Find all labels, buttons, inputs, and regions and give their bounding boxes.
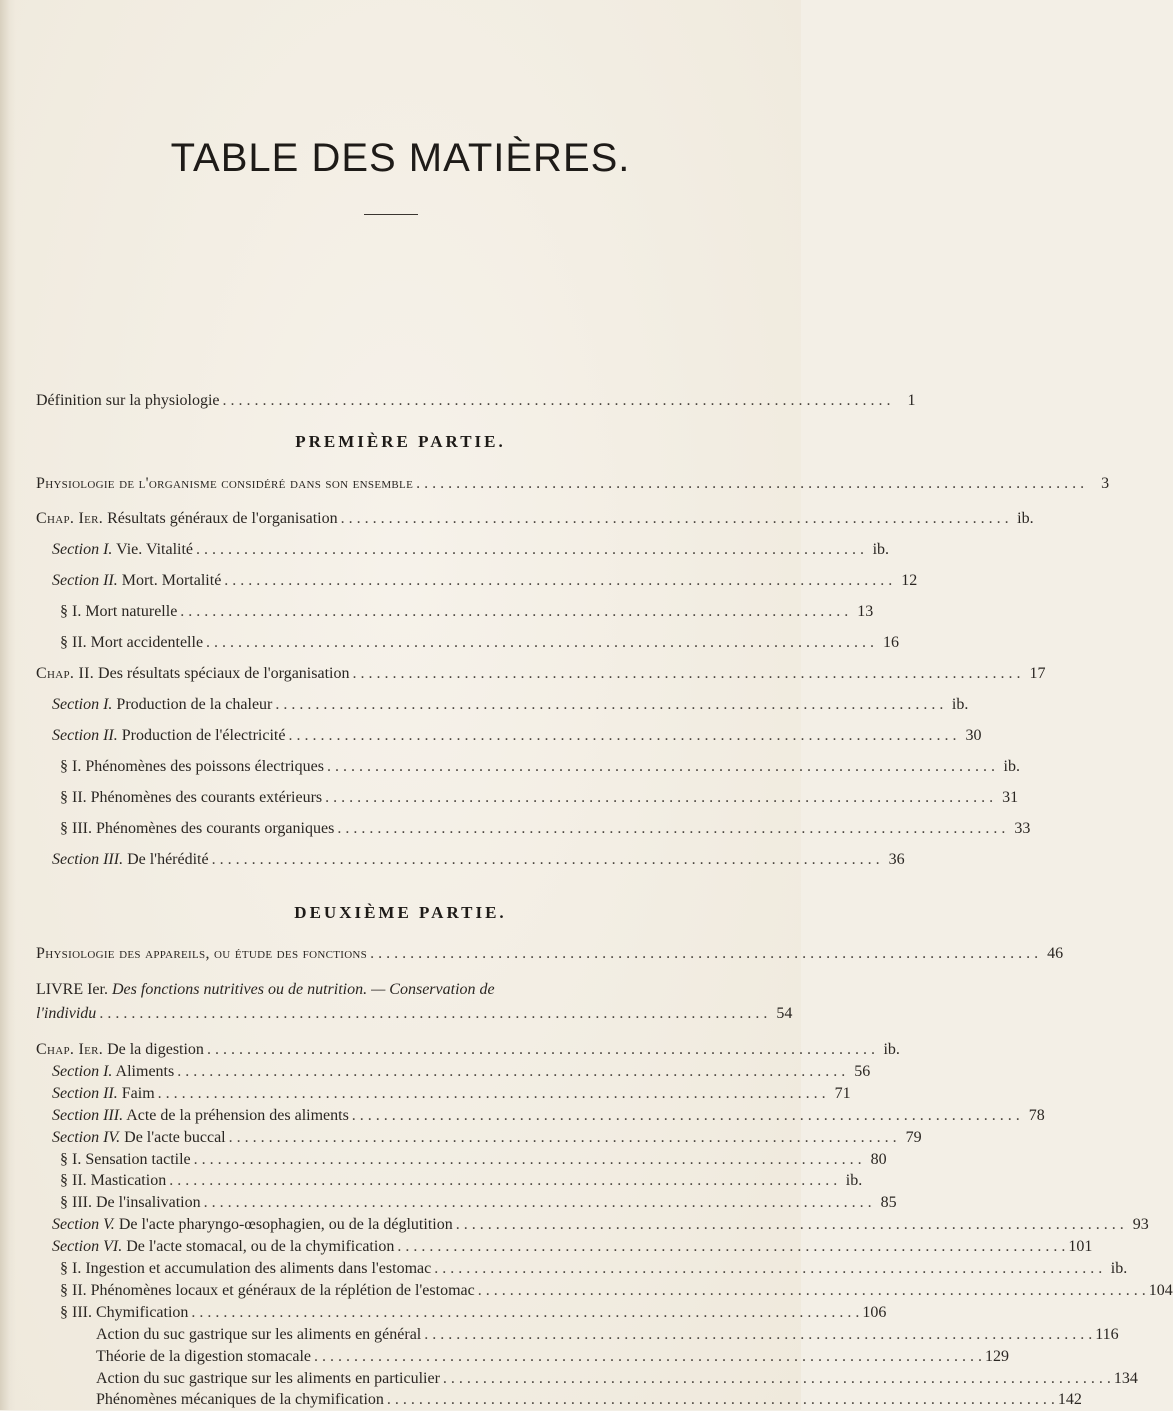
- entry-page: 1: [907, 392, 916, 409]
- entry-page: 101: [1068, 1238, 1093, 1256]
- entry-page: ib.: [1003, 758, 1020, 775]
- leader-dots: [220, 390, 894, 412]
- leader-dots: [367, 943, 1041, 965]
- entry-page: 142: [1057, 1391, 1082, 1409]
- leader-dots: [201, 1192, 875, 1214]
- entry-text-group: [52, 1083, 155, 1105]
- entry-text: Action du suc gastrique sur les aliments en général: [96, 1325, 422, 1343]
- entry-page: 16: [883, 634, 900, 651]
- page-title: TABLE DES MATIÈRES.: [170, 136, 631, 180]
- toc-entry: [96, 1368, 1138, 1390]
- entry-label: Section II.: [52, 727, 118, 744]
- entry-page: 78: [1028, 1106, 1045, 1124]
- entry-label: Section IV.: [52, 1128, 121, 1146]
- toc-entry: [52, 539, 890, 561]
- toc-entry: [96, 1346, 1010, 1368]
- part-two-heading: [36, 943, 1064, 965]
- toc-entry: [52, 1061, 871, 1083]
- page-spine-shadow: [0, 0, 16, 1410]
- entry-text: Mort. Mortalité: [121, 572, 222, 589]
- entry-label: § II.: [60, 634, 87, 651]
- leader-dots: [431, 1258, 1105, 1280]
- leader-dots: [384, 1389, 1058, 1411]
- entry-text-group: [52, 725, 285, 747]
- leader-dots: [96, 1003, 770, 1025]
- entry-page: 13: [857, 603, 874, 620]
- leader-dots: [421, 1324, 1095, 1346]
- entry-text-group: [52, 1236, 394, 1258]
- leader-dots: [174, 1061, 848, 1083]
- entry-text-group: [52, 1127, 226, 1149]
- entry-text-group: [60, 1192, 201, 1214]
- toc-entry: [52, 725, 982, 747]
- entry-text-group: [96, 1324, 421, 1346]
- toc-entry: [60, 1192, 897, 1214]
- entry-page: ib.: [883, 1041, 900, 1058]
- entry-text: Phénomènes locaux et généraux de la réplétion de l'estomac: [90, 1281, 475, 1299]
- entry-label: Section III.: [52, 1106, 124, 1124]
- entry-label: § I.: [60, 1260, 82, 1277]
- title-divider: [364, 214, 418, 215]
- entry-text-group: [52, 1214, 453, 1236]
- entry-label: § II.: [60, 789, 87, 806]
- toc-entry: [60, 1149, 887, 1171]
- toc-entry: [52, 694, 969, 716]
- toc-entry: [60, 1302, 887, 1324]
- toc-entry: [52, 1236, 1093, 1258]
- entry-page: ib.: [845, 1172, 863, 1190]
- entry-text: Théorie de la digestion stomacale: [96, 1347, 312, 1365]
- entry-text: Aliments: [115, 1062, 175, 1080]
- entry-text-group: [96, 1368, 440, 1390]
- entry-text: Des résultats spéciaux de l'organisation: [98, 665, 350, 682]
- leader-dots: [209, 849, 883, 871]
- entry-text: Résultats généraux de l'organisation: [107, 510, 338, 527]
- entry-text-group: [60, 1258, 431, 1280]
- entry-text-group: [36, 663, 349, 685]
- toc-entry: [60, 818, 1031, 840]
- entry-label: § III.: [60, 1194, 92, 1212]
- entry-label: § II.: [60, 1281, 87, 1299]
- entry-text-group: [60, 818, 334, 840]
- entry-page: 104: [1148, 1281, 1173, 1299]
- entry-text: Phénomènes des poissons électriques: [85, 758, 324, 775]
- entry-label: § III.: [60, 820, 92, 837]
- entry-text: Définition sur la physiologie: [36, 392, 220, 409]
- leader-dots: [191, 1149, 865, 1171]
- entry-text: De la digestion: [107, 1041, 204, 1058]
- entry-text: De l'hérédité: [127, 851, 209, 868]
- entry-text-group: [60, 601, 177, 623]
- leader-dots: [324, 756, 998, 778]
- entry-label: Chap. Ier.: [36, 510, 104, 527]
- entry-page: 46: [1047, 945, 1064, 962]
- entry-page: 17: [1029, 665, 1046, 682]
- entry-text-group: [96, 1346, 311, 1368]
- leader-dots: [475, 1280, 1149, 1302]
- entry-label: Section I.: [52, 541, 113, 558]
- leader-dots: [193, 539, 867, 561]
- entry-text: Mastication: [90, 1172, 167, 1190]
- part-one-title: PREMIÈRE PARTIE.: [295, 432, 506, 451]
- leader-dots: [166, 1170, 840, 1192]
- toc-entry: [60, 1280, 1173, 1302]
- entry-page: 134: [1113, 1369, 1138, 1387]
- entry-label: § II.: [60, 1172, 87, 1190]
- entry-text: Physiologie des appareils, ou étude des fonctions: [36, 945, 368, 962]
- entry-text-group: [60, 756, 324, 778]
- entry-text: Production de la chaleur: [116, 696, 273, 713]
- toc-entry: [96, 1389, 1082, 1411]
- toc-entry: [52, 1083, 851, 1105]
- livre-title-line1: Des fonctions nutritives ou de nutrition. — Conservation de: [111, 981, 495, 998]
- entry-page: ib.: [951, 696, 969, 713]
- entry-text-group: [60, 632, 203, 654]
- entry-text-group: [60, 1149, 191, 1171]
- entry-text: De l'acte buccal: [124, 1128, 226, 1146]
- leader-dots: [349, 663, 1023, 685]
- entry-label: Chap. Ier.: [36, 1041, 104, 1058]
- entry-text-group: [52, 1105, 349, 1127]
- entry-text: De l'acte pharyngo-œsophagien, ou de la déglutition: [118, 1216, 453, 1234]
- entry-page: 129: [985, 1347, 1010, 1365]
- entry-label: Chap. II.: [36, 665, 95, 682]
- toc-entry: [52, 1127, 922, 1149]
- entry-label: § I.: [60, 1150, 82, 1168]
- entry-page: 31: [1002, 789, 1019, 806]
- entry-page: 54: [776, 1005, 793, 1022]
- leader-dots: [440, 1368, 1114, 1390]
- entry-page: ib.: [872, 541, 890, 558]
- entry-text: Faim: [121, 1084, 155, 1102]
- entry-label: Section V.: [52, 1216, 115, 1234]
- entry-text: Physiologie de l'organisme considéré dans son ensemble: [36, 475, 414, 492]
- entry-text: Production de l'électricité: [121, 727, 286, 744]
- livre-heading-line2: [36, 1003, 793, 1025]
- toc-entry: [60, 1258, 1128, 1280]
- entry-text: De l'insalivation: [95, 1194, 201, 1212]
- toc-entry: [36, 1039, 900, 1061]
- leader-dots: [226, 1127, 900, 1149]
- entry-label: Section I.: [52, 696, 113, 713]
- toc-entry: [36, 663, 1046, 685]
- entry-text-group: [52, 570, 221, 592]
- toc-entry: [60, 756, 1020, 778]
- leader-dots: [453, 1214, 1127, 1236]
- entry-page: 79: [905, 1128, 922, 1146]
- leader-dots: [322, 787, 996, 809]
- entry-text: Chymification: [95, 1303, 189, 1321]
- entry-page: 106: [862, 1303, 887, 1321]
- toc-entry: [52, 849, 905, 871]
- entry-page: 36: [888, 851, 905, 868]
- entry-label: Section I.: [52, 1062, 113, 1080]
- entry-text: De l'acte stomacal, ou de la chymification: [126, 1238, 395, 1256]
- leader-dots: [285, 725, 959, 747]
- entry-label: Section III.: [52, 851, 124, 868]
- entry-page: 56: [854, 1062, 871, 1080]
- leader-dots: [349, 1105, 1023, 1127]
- toc-entry: [52, 1105, 1045, 1127]
- part-two-title: DEUXIÈME PARTIE.: [294, 903, 507, 922]
- leader-dots: [203, 632, 877, 654]
- entry-text-group: [60, 787, 322, 809]
- entry-label: § III.: [60, 1303, 92, 1321]
- entry-page: ib.: [1017, 510, 1034, 527]
- entry-text: Phénomènes des courants extérieurs: [90, 789, 323, 806]
- entry-text: Sensation tactile: [85, 1150, 191, 1168]
- entry-label: § I.: [60, 758, 82, 775]
- entry-page: 3: [1101, 475, 1110, 492]
- entry-page: 80: [870, 1150, 887, 1168]
- entry-text: Vie. Vitalité: [116, 541, 194, 558]
- entry-text: Action du suc gastrique sur les aliments en particulier: [96, 1369, 440, 1387]
- livre-heading-line1: [36, 979, 495, 1001]
- entry-page: 85: [880, 1194, 897, 1212]
- entry-text: Acte de la préhension des aliments: [126, 1106, 349, 1124]
- leader-dots: [188, 1302, 862, 1324]
- leader-dots: [394, 1236, 1068, 1258]
- leader-dots: [413, 473, 1087, 495]
- leader-dots: [155, 1083, 829, 1105]
- entry-page: 12: [901, 572, 918, 589]
- entry-text-group: [60, 1280, 475, 1302]
- entry-text: Phénomènes mécaniques de la chymification: [96, 1391, 384, 1409]
- entry-page: ib.: [1110, 1260, 1128, 1277]
- toc-entry: [60, 1170, 863, 1192]
- toc-entry: [96, 1324, 1119, 1346]
- entry-text-group: [52, 1061, 174, 1083]
- toc-entry: [52, 570, 918, 592]
- entry-text: Mort accidentelle: [90, 634, 204, 651]
- leader-dots: [272, 694, 946, 716]
- entry-page: 93: [1132, 1216, 1149, 1234]
- entry-page: 71: [834, 1084, 851, 1102]
- entry-text-group: [96, 1389, 384, 1411]
- entry-label: Section VI.: [52, 1238, 123, 1256]
- toc-entry: [60, 787, 1019, 809]
- entry-page: 30: [965, 727, 982, 744]
- leader-dots: [204, 1039, 878, 1061]
- livre-label: LIVRE Ier.: [36, 981, 108, 998]
- entry-text-group: [52, 694, 272, 716]
- entry-text-group: [60, 1170, 166, 1192]
- entry-text: Mort naturelle: [85, 603, 178, 620]
- entry-text-group: [36, 508, 338, 530]
- leader-dots: [338, 508, 1012, 530]
- entry-text: Ingestion et accumulation des aliments dans l'estomac: [85, 1260, 432, 1277]
- toc-entry: [52, 1214, 1149, 1236]
- leader-dots: [311, 1346, 985, 1368]
- toc-entry: [60, 601, 874, 623]
- entry-page: 33: [1014, 820, 1031, 837]
- toc-entry-definition: [36, 390, 916, 412]
- livre-title-line2: l'individu: [36, 1005, 97, 1022]
- entry-label: Section II.: [52, 1084, 118, 1102]
- entry-text-group: [36, 1039, 204, 1061]
- entry-label: Section II.: [52, 572, 118, 589]
- leader-dots: [334, 818, 1008, 840]
- toc-entry: [60, 632, 900, 654]
- toc-entry: [36, 508, 1034, 530]
- leader-dots: [177, 601, 851, 623]
- part-one-heading: [36, 473, 1110, 495]
- entry-page: 116: [1095, 1325, 1119, 1343]
- entry-text: Phénomènes des courants organiques: [95, 820, 335, 837]
- entry-text-group: [52, 539, 193, 561]
- entry-text-group: [60, 1302, 188, 1324]
- leader-dots: [221, 570, 895, 592]
- entry-label: § I.: [60, 603, 82, 620]
- entry-text-group: [52, 849, 209, 871]
